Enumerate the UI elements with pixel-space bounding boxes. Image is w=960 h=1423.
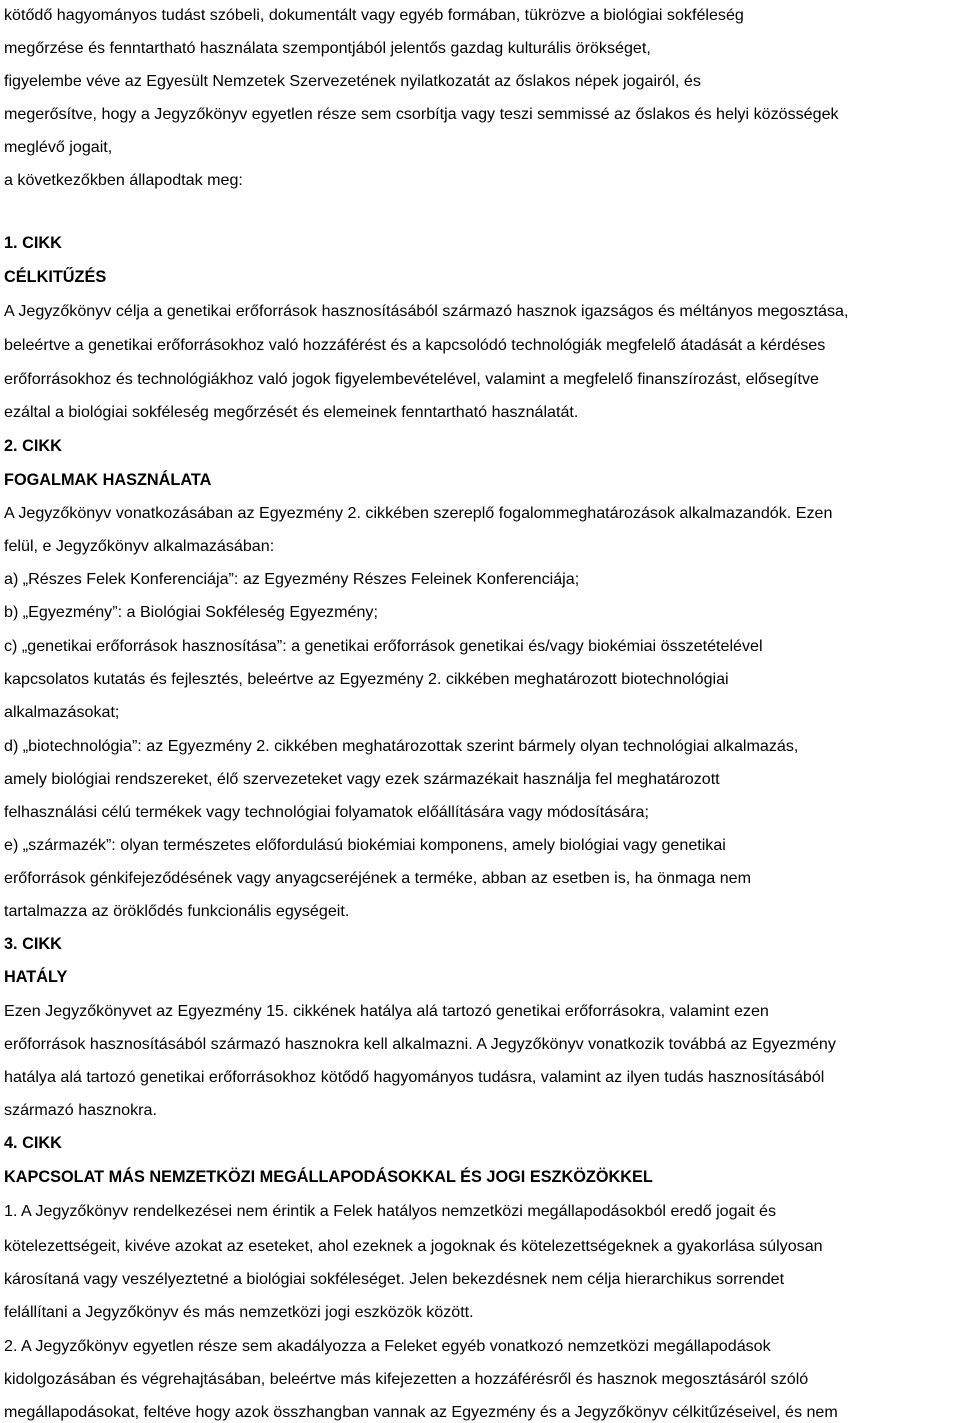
text-line: A Jegyzőkönyv célja a genetikai erőforrások hasznosításából származó hasznok igazságos és méltányos megosztása, (4, 302, 849, 320)
text-line: felül, e Jegyzőkönyv alkalmazásában: (4, 537, 275, 555)
text-line: kidolgozásában és végrehajtásában, beleértve más kifejezetten a hozzáférésről és hasznok megosztásáról szóló (4, 1370, 809, 1388)
text-line: alkalmazásokat; (4, 703, 120, 721)
section-heading: 4. CIKK (4, 1134, 62, 1152)
text-line: származó hasznokra. (4, 1101, 157, 1119)
text-line: megőrzése és fenntartható használata szempontjából jelentős gazdag kulturális örökséget, (4, 39, 651, 57)
section-heading: CÉLKITŰZÉS (4, 268, 107, 286)
text-line: b) „Egyezmény”: a Biológiai Sokféleség Egyezmény; (4, 603, 378, 621)
text-line: meglévő jogait, (4, 138, 113, 156)
text-line: A Jegyzőkönyv vonatkozásában az Egyezmény 2. cikkében szereplő fogalommeghatározások alkalmazandók. Ezen (4, 504, 833, 522)
text-line: c) „genetikai erőforrások hasznosítása”: a genetikai erőforrások genetikai és/vagy biokémiai összetételével (4, 637, 763, 655)
text-line: tartalmazza az öröklődés funkcionális egységeit. (4, 902, 350, 920)
text-line: 1. A Jegyzőkönyv rendelkezései nem érintik a Felek hatályos nemzetközi megállapodásokból eredő jogait és (4, 1202, 777, 1220)
text-line: figyelembe véve az Egyesült Nemzetek Szervezetének nyilatkozatát az őslakos népek jogairól, és (4, 72, 701, 90)
text-line: a következőkben állapodtak meg: (4, 171, 243, 189)
text-line: erőforrások génkifejeződésének vagy anyagcseréjének a terméke, abban az esetben is, ha önmaga nem (4, 869, 752, 887)
text-line: erőforrásokhoz és technológiákhoz való jogok figyelembevételével, valamint a megfelelő finanszírozást, elősegítve (4, 370, 819, 388)
text-line: felállítani a Jegyzőkönyv és más nemzetközi jogi eszközök között. (4, 1303, 474, 1321)
text-line: felhasználási célú termékek vagy technológiai folyamatok előállítására vagy módosítására; (4, 803, 649, 821)
text-line: megerősítve, hogy a Jegyzőkönyv egyetlen része sem csorbítja vagy teszi semmissé az őslakos és helyi közösségek (4, 105, 839, 123)
text-line: beleértve a genetikai erőforrásokhoz való hozzáférést és a kapcsolódó technológiák megfelelő átadását a kérdéses (4, 336, 826, 354)
text-line: kötődő hagyományos tudást szóbeli, dokumentált vagy egyéb formában, tükrözve a biológiai sokféleség (4, 6, 744, 24)
text-line: 2. A Jegyzőkönyv egyetlen része sem akadályozza a Feleket egyéb vonatkozó nemzetközi megállapodások (4, 1337, 771, 1355)
section-heading: 1. CIKK (4, 234, 62, 252)
text-line: amely biológiai rendszereket, élő szervezeteket vagy ezek származékait használja fel meghatározott (4, 770, 720, 788)
text-line: erőforrások hasznosításából származó hasznokra kell alkalmazni. A Jegyzőkönyv vonatkozik továbbá az Egyezmény (4, 1035, 836, 1053)
text-line: e) „származék”: olyan természetes előfordulású biokémiai komponens, amely biológiai vagy genetikai (4, 836, 726, 854)
section-heading: KAPCSOLAT MÁS NEMZETKÖZI MEGÁLLAPODÁSOKKAL ÉS JOGI ESZKÖZÖKKEL (4, 1168, 653, 1186)
section-heading: 2. CIKK (4, 437, 62, 455)
text-line: a) „Részes Felek Konferenciája”: az Egyezmény Részes Feleinek Konferenciája; (4, 570, 580, 588)
text-line: megállapodásokat, feltéve hogy azok összhangban vannak az Egyezmény és a Jegyzőkönyv célkitűzéseivel, és nem (4, 1403, 838, 1421)
text-line: károsítaná vagy veszélyeztetné a biológiai sokféleséget. Jelen bekezdésnek nem célja hierarchikus sorrendet (4, 1270, 785, 1288)
text-line: kötelezettségeit, kivéve azokat az eseteket, ahol ezeknek a jogoknak és kötelezettségeknek a gyakorlása súlyosan (4, 1237, 823, 1255)
section-heading: 3. CIKK (4, 935, 62, 953)
section-heading: FOGALMAK HASZNÁLATA (4, 471, 212, 489)
text-line: ezáltal a biológiai sokféleség megőrzését és elemeinek fenntartható használatát. (4, 403, 579, 421)
section-heading: HATÁLY (4, 968, 68, 986)
text-line: hatálya alá tartozó genetikai erőforrásokhoz kötődő hagyományos tudásra, valamint az ilyen tudás hasznosításából (4, 1068, 825, 1086)
text-line: kapcsolatos kutatás és fejlesztés, beleértve az Egyezmény 2. cikkében meghatározott biotechnológiai (4, 670, 729, 688)
text-line: Ezen Jegyzőkönyvet az Egyezmény 15. cikkének hatálya alá tartozó genetikai erőforrásokra, valamint ezen (4, 1002, 769, 1020)
text-line: d) „biotechnológia”: az Egyezmény 2. cikkében meghatározottak szerint bármely olyan technológiai alkalmazás, (4, 737, 799, 755)
